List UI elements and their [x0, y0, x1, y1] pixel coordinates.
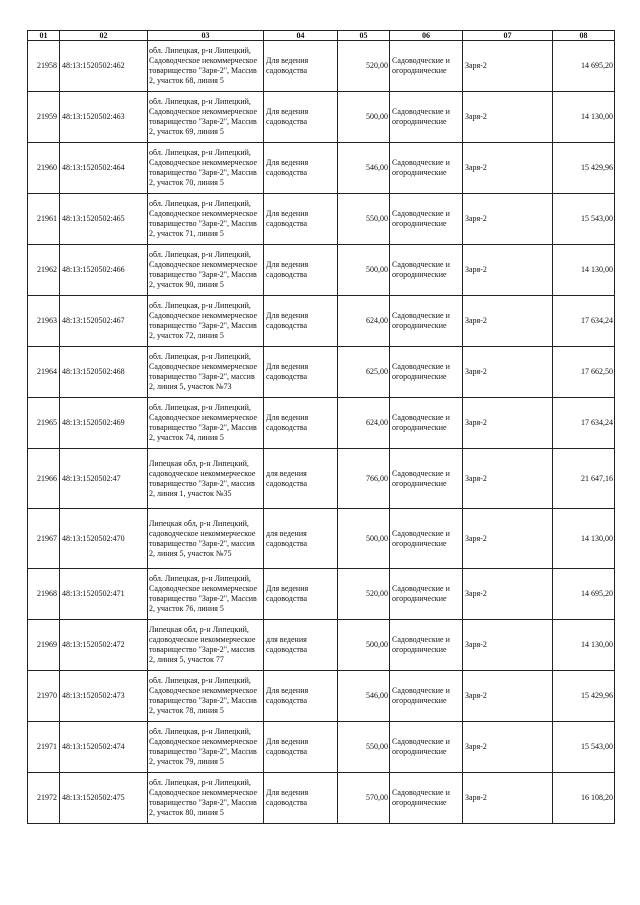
address-text: обл. Липецкая, р-н Липецкий, Садоводческое некоммерческое товарищество "Заря-2", Массив 2, участок 90, линия 5 — [149, 250, 258, 289]
cell-record-number: 21962 — [28, 245, 60, 296]
cell-settlement-name: Заря-2 — [463, 41, 553, 92]
cell-settlement-name: Заря-2 — [463, 296, 553, 347]
address-text: Липецкая обл, р-н Липецкий, садоводческое некоммерческое товарищество "Заря-2", массив 2, линия 1, участок №35 — [149, 458, 256, 498]
column-header-08: 08 — [553, 31, 615, 41]
cell-cadastral-number: 48:13:1520502:463 — [60, 92, 148, 143]
cell-record-number: 21971 — [28, 722, 60, 773]
cell-area: 625,00 — [338, 347, 390, 398]
cell-cadastral-value: 14 695,20 — [553, 569, 615, 620]
column-header-01: 01 — [28, 31, 60, 41]
column-header-07: 07 — [463, 31, 553, 41]
cell-cadastral-number: 48:13:1520502:473 — [60, 671, 148, 722]
table-row — [28, 671, 615, 722]
cell-cadastral-value: 15 543,00 — [553, 194, 615, 245]
address-text: обл. Липецкая, р-н Липецкий, Садоводческое некоммерческое товарищество "Заря-2", Массив 2, участок 80, линия 5 — [149, 778, 258, 817]
address-text: обл. Липецкая, р-н Липецкий, Садоводческое некоммерческое товарищество "Заря-2", Массив 2, участок 79, линия 5 — [149, 727, 258, 766]
cell-cadastral-value: 17 662,50 — [553, 347, 615, 398]
column-header-05: 05 — [338, 31, 390, 41]
cell-cadastral-value: 14 130,00 — [553, 245, 615, 296]
table-row — [28, 296, 615, 347]
column-header-06: 06 — [390, 31, 463, 41]
cell-permitted-use: для ведения садоводства — [264, 620, 338, 671]
table-row — [28, 41, 615, 92]
cell-area: 546,00 — [338, 671, 390, 722]
cell-land-category: Садоводческие и огороднические — [390, 722, 463, 773]
cell-area: 500,00 — [338, 509, 390, 569]
cell-cadastral-value: 15 543,00 — [553, 722, 615, 773]
table-header-row — [28, 31, 615, 41]
column-header-04: 04 — [264, 31, 338, 41]
table-row — [28, 347, 615, 398]
cell-cadastral-number: 48:13:1520502:466 — [60, 245, 148, 296]
address-text: обл. Липецкая, р-н Липецкий, Садоводческое некоммерческое товарищество "Заря-2", Массив 2, участок 72, линия 5 — [149, 301, 258, 340]
table-row — [28, 143, 615, 194]
table-row — [28, 569, 615, 620]
cell-area: 766,00 — [338, 449, 390, 509]
cell-address — [148, 773, 264, 824]
cell-land-category: Садоводческие и огороднические — [390, 347, 463, 398]
cell-permitted-use: Для ведения садоводства — [264, 569, 338, 620]
address-text: обл. Липецкая, р-н Липецкий, Садоводческое некоммерческое товарищество "Заря-2", Массив 2, участок 71, линия 5 — [149, 199, 258, 238]
cell-area: 500,00 — [338, 92, 390, 143]
cell-settlement-name: Заря-2 — [463, 143, 553, 194]
cell-cadastral-value: 14 130,00 — [553, 509, 615, 569]
cell-settlement-name: Заря-2 — [463, 722, 553, 773]
cell-cadastral-number: 48:13:1520502:465 — [60, 194, 148, 245]
cell-land-category: Садоводческие и огороднические — [390, 620, 463, 671]
address-text: Липецкая обл, р-н Липецкий, садоводческое некоммерческое товарищество "Заря-2", массив 2, линия 5, участок 77 — [149, 625, 256, 664]
cell-land-category: Садоводческие и огороднические — [390, 92, 463, 143]
cell-record-number: 21967 — [28, 509, 60, 569]
cell-area: 570,00 — [338, 773, 390, 824]
cell-cadastral-value: 14 695,20 — [553, 41, 615, 92]
cell-record-number: 21959 — [28, 92, 60, 143]
cell-record-number: 21969 — [28, 620, 60, 671]
address-text: обл. Липецкая, р-н Липецкий, Садоводческое некоммерческое товарищество "Заря-2", Массив 2, участок 74, линия 5 — [149, 403, 258, 442]
cell-cadastral-number: 48:13:1520502:475 — [60, 773, 148, 824]
cell-cadastral-value: 17 634,24 — [553, 296, 615, 347]
cell-area: 550,00 — [338, 194, 390, 245]
cell-record-number: 21958 — [28, 41, 60, 92]
cell-address — [148, 245, 264, 296]
cell-permitted-use: Для ведения садоводства — [264, 671, 338, 722]
cell-area: 546,00 — [338, 143, 390, 194]
cell-land-category: Садоводческие и огороднические — [390, 671, 463, 722]
cell-cadastral-number: 48:13:1520502:469 — [60, 398, 148, 449]
cell-land-category: Садоводческие и огороднические — [390, 773, 463, 824]
address-text: обл. Липецкая, р-н Липецкий, Садоводческое некоммерческое товарищество "Заря-2", Массив 2, участок 76, линия 5 — [149, 574, 258, 613]
cell-cadastral-number: 48:13:1520502:470 — [60, 509, 148, 569]
cell-address — [148, 296, 264, 347]
cell-cadastral-value: 14 130,00 — [553, 92, 615, 143]
cell-area: 500,00 — [338, 620, 390, 671]
cell-cadastral-number: 48:13:1520502:472 — [60, 620, 148, 671]
cell-cadastral-value: 21 647,16 — [553, 449, 615, 509]
cell-area: 500,00 — [338, 245, 390, 296]
cell-address — [148, 92, 264, 143]
document-page — [27, 30, 614, 824]
cell-address — [148, 569, 264, 620]
cell-settlement-name: Заря-2 — [463, 92, 553, 143]
cell-address — [148, 449, 264, 509]
cell-cadastral-number: 48:13:1520502:467 — [60, 296, 148, 347]
cell-settlement-name: Заря-2 — [463, 449, 553, 509]
table-row — [28, 398, 615, 449]
cell-land-category: Садоводческие и огороднические — [390, 143, 463, 194]
cell-cadastral-number: 48:13:1520502:471 — [60, 569, 148, 620]
cell-settlement-name: Заря-2 — [463, 620, 553, 671]
cell-settlement-name: Заря-2 — [463, 347, 553, 398]
column-header-03: 03 — [148, 31, 264, 41]
cell-settlement-name: Заря-2 — [463, 671, 553, 722]
cell-land-category: Садоводческие и огороднические — [390, 509, 463, 569]
address-text: обл. Липецкая, р-н Липецкий, Садоводческое некоммерческое товарищество "Заря-2", Массив 2, участок 70, линия 5 — [149, 148, 258, 187]
cell-address — [148, 41, 264, 92]
address-text: обл. Липецкая, р-н Липецкий, Садоводческое некоммерческое товарищество "Заря-2", Массив 2, участок 78, линия 5 — [149, 676, 258, 715]
table-row — [28, 92, 615, 143]
cell-record-number: 21963 — [28, 296, 60, 347]
cell-permitted-use: Для ведения садоводства — [264, 143, 338, 194]
cell-area: 550,00 — [338, 722, 390, 773]
cell-record-number: 21960 — [28, 143, 60, 194]
cell-area: 520,00 — [338, 569, 390, 620]
cell-permitted-use: для ведения садоводства — [264, 449, 338, 509]
address-text: обл. Липецкая, р-н Липецкий, Садоводческое некоммерческое товарищество "Заря-2", массив 2, линия 5, участок №73 — [149, 352, 258, 391]
address-text: обл. Липецкая, р-н Липецкий, Садоводческое некоммерческое товарищество "Заря-2", Массив 2, участок 68, линия 5 — [149, 46, 258, 85]
cell-record-number: 21966 — [28, 449, 60, 509]
cell-address — [148, 620, 264, 671]
cell-area: 624,00 — [338, 296, 390, 347]
cell-permitted-use: Для ведения садоводства — [264, 41, 338, 92]
cell-cadastral-value: 15 429,96 — [553, 143, 615, 194]
cell-address — [148, 722, 264, 773]
table-row — [28, 245, 615, 296]
cell-cadastral-number: 48:13:1520502:468 — [60, 347, 148, 398]
cell-cadastral-value: 15 429,96 — [553, 671, 615, 722]
cell-land-category: Садоводческие и огороднические — [390, 245, 463, 296]
cell-settlement-name: Заря-2 — [463, 773, 553, 824]
cell-record-number: 21968 — [28, 569, 60, 620]
cell-permitted-use: Для ведения садоводства — [264, 722, 338, 773]
cell-cadastral-number: 48:13:1520502:462 — [60, 41, 148, 92]
cell-permitted-use: для ведения садоводства — [264, 509, 338, 569]
cell-settlement-name: Заря-2 — [463, 245, 553, 296]
cell-record-number: 21972 — [28, 773, 60, 824]
table-body — [28, 41, 615, 824]
cell-permitted-use: Для ведения садоводства — [264, 194, 338, 245]
land-plots-table — [27, 30, 615, 824]
cell-address — [148, 143, 264, 194]
cell-settlement-name: Заря-2 — [463, 194, 553, 245]
cell-record-number: 21961 — [28, 194, 60, 245]
cell-cadastral-number: 48:13:1520502:464 — [60, 143, 148, 194]
cell-permitted-use: Для ведения садоводства — [264, 773, 338, 824]
address-text: обл. Липецкая, р-н Липецкий, Садоводческое некоммерческое товарищество "Заря-2", Массив 2, участок 69, линия 5 — [149, 97, 258, 136]
cell-permitted-use: Для ведения садоводства — [264, 296, 338, 347]
cell-area: 624,00 — [338, 398, 390, 449]
table-row — [28, 773, 615, 824]
cell-address — [148, 671, 264, 722]
cell-cadastral-number: 48:13:1520502:47 — [60, 449, 148, 509]
cell-permitted-use: Для ведения садоводства — [264, 245, 338, 296]
cell-cadastral-value: 16 108,20 — [553, 773, 615, 824]
cell-area: 520,00 — [338, 41, 390, 92]
cell-land-category: Садоводческие и огороднические — [390, 449, 463, 509]
address-text: Липецкая обл, р-н Липецкий, садоводческое некоммерческое товарищество "Заря-2", массив 2, линия 5, участок №75 — [149, 518, 256, 558]
cell-record-number: 21970 — [28, 671, 60, 722]
cell-land-category: Садоводческие и огороднические — [390, 569, 463, 620]
table-row — [28, 509, 615, 569]
cell-address — [148, 347, 264, 398]
cell-permitted-use: Для ведения садоводства — [264, 347, 338, 398]
table-row — [28, 449, 615, 509]
table-row — [28, 194, 615, 245]
cell-cadastral-value: 14 130,00 — [553, 620, 615, 671]
cell-record-number: 21965 — [28, 398, 60, 449]
cell-address — [148, 194, 264, 245]
cell-record-number: 21964 — [28, 347, 60, 398]
cell-settlement-name: Заря-2 — [463, 398, 553, 449]
cell-settlement-name: Заря-2 — [463, 509, 553, 569]
column-header-02: 02 — [60, 31, 148, 41]
cell-permitted-use: Для ведения садоводства — [264, 92, 338, 143]
cell-land-category: Садоводческие и огороднические — [390, 41, 463, 92]
cell-address — [148, 509, 264, 569]
cell-cadastral-value: 17 634,24 — [553, 398, 615, 449]
cell-settlement-name: Заря-2 — [463, 569, 553, 620]
table-row — [28, 722, 615, 773]
cell-address — [148, 398, 264, 449]
cell-land-category: Садоводческие и огороднические — [390, 296, 463, 347]
cell-land-category: Садоводческие и огороднические — [390, 194, 463, 245]
table-row — [28, 620, 615, 671]
cell-land-category: Садоводческие и огороднические — [390, 398, 463, 449]
cell-cadastral-number: 48:13:1520502:474 — [60, 722, 148, 773]
cell-permitted-use: Для ведения садоводства — [264, 398, 338, 449]
